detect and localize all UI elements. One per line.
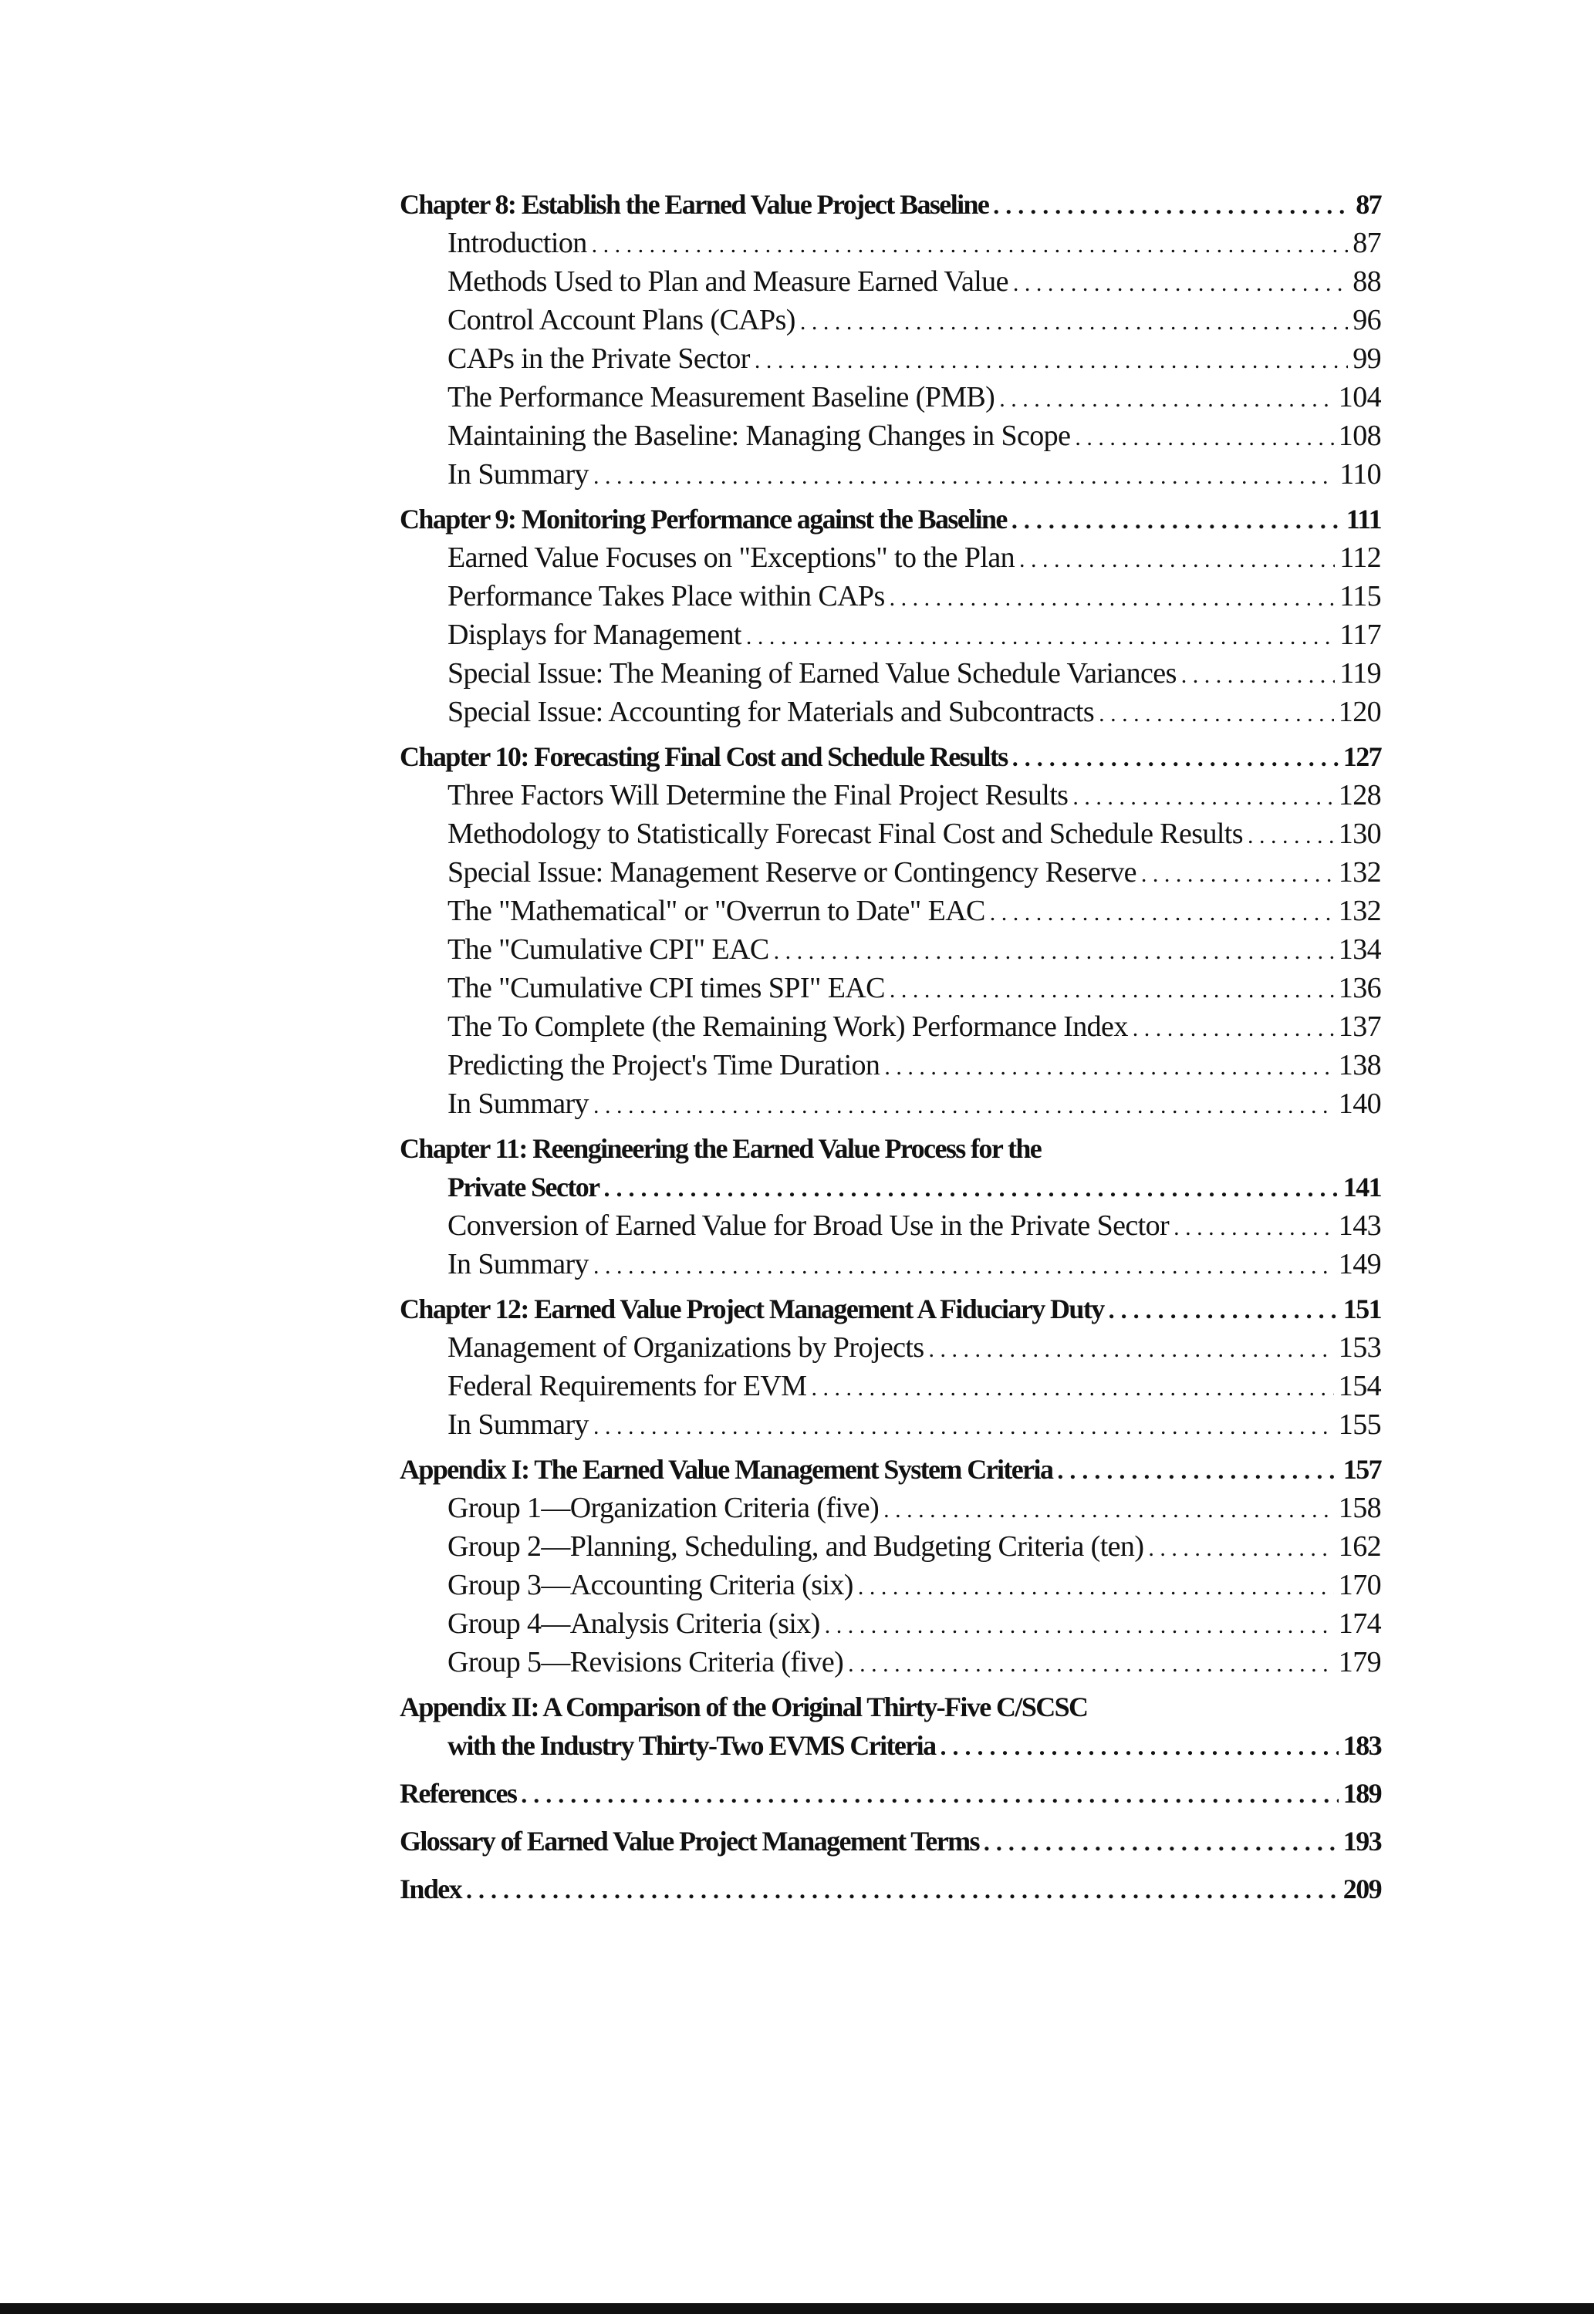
chapter-title-continued: Private Sector — [447, 1172, 599, 1202]
entry-label: Special Issue: Accounting for Materials and Subcontracts — [447, 696, 1095, 728]
dot-leader — [1099, 695, 1334, 734]
page-number: 108 — [1338, 420, 1381, 452]
toc-entry[interactable] — [400, 339, 1381, 378]
page-number: 120 — [1338, 696, 1381, 728]
page-number: 183 — [1342, 1730, 1381, 1761]
appendix-title-continued: with the Industry Thirty-Two EVMS Criteria — [447, 1730, 936, 1761]
page-number: 99 — [1353, 342, 1381, 375]
page-number: 112 — [1339, 541, 1381, 574]
dot-leader — [1109, 1290, 1339, 1329]
entry-label: Three Factors Will Determine the Final Project Results — [447, 779, 1069, 811]
glossary-title: Glossary of Earned Value Project Management Terms — [400, 1826, 979, 1857]
toc-entry[interactable] — [400, 1084, 1381, 1123]
toc-entry[interactable] — [400, 378, 1381, 417]
entry-label: Maintaining the Baseline: Managing Changes in Scope — [447, 420, 1071, 452]
page-number: 137 — [1338, 1010, 1381, 1043]
toc-entry[interactable] — [400, 1245, 1381, 1283]
toc-chapter-9[interactable] — [400, 500, 1381, 538]
dot-leader — [755, 342, 1348, 380]
page-number: 193 — [1342, 1826, 1381, 1857]
dot-leader — [1019, 541, 1335, 579]
toc-entry[interactable] — [400, 1328, 1381, 1367]
dot-leader — [1174, 1209, 1334, 1247]
toc-chapter-8[interactable] — [400, 185, 1381, 224]
page-number: 104 — [1338, 381, 1381, 413]
toc-entry[interactable] — [400, 853, 1381, 892]
entry-label: Introduction — [447, 227, 587, 259]
page-number: 174 — [1338, 1607, 1381, 1640]
toc-entry[interactable] — [400, 262, 1381, 301]
references-title: References — [400, 1778, 517, 1809]
dot-leader — [993, 186, 1351, 224]
entry-label: Group 2—Planning, Scheduling, and Budgeting Criteria (ten) — [447, 1530, 1144, 1563]
toc-entry[interactable] — [400, 776, 1381, 815]
page-number: 151 — [1342, 1294, 1381, 1324]
page-number: 189 — [1342, 1778, 1381, 1809]
toc-entry[interactable] — [400, 417, 1381, 455]
toc-entry[interactable] — [400, 1007, 1381, 1046]
entry-label: In Summary — [447, 1408, 589, 1441]
dot-leader — [746, 618, 1335, 656]
toc-appendix-1[interactable] — [400, 1450, 1381, 1489]
dot-leader — [890, 579, 1336, 618]
entry-label: Group 1—Organization Criteria (five) — [447, 1492, 880, 1524]
toc-entry[interactable] — [400, 1566, 1381, 1604]
page-number: 119 — [1339, 657, 1381, 690]
chapter-title: Chapter 10: Forecasting Final Cost and Schedule Results — [400, 741, 1008, 772]
dot-leader — [999, 380, 1334, 419]
page-number: 87 — [1356, 189, 1381, 220]
chapter-title: Chapter 8: Establish the Earned Value Project Baseline — [400, 189, 989, 220]
dot-leader — [593, 1247, 1334, 1286]
appendix-title: Appendix II: A Comparison of the Original Thirty-Five C/SCSC — [400, 1692, 1088, 1722]
entry-label: Displays for Management — [447, 619, 741, 651]
page-number: 162 — [1338, 1530, 1381, 1563]
toc-appendix-2-continued[interactable] — [400, 1726, 1381, 1765]
page-number: 179 — [1338, 1646, 1381, 1678]
index-title: Index — [400, 1874, 462, 1904]
page-number: 136 — [1338, 972, 1381, 1004]
entry-label: The "Mathematical" or "Overrun to Date" EAC — [447, 895, 985, 927]
dot-leader — [890, 971, 1334, 1010]
page-number: 115 — [1339, 580, 1381, 612]
toc-entry[interactable] — [400, 455, 1381, 494]
dot-leader — [800, 303, 1348, 342]
toc-entry[interactable] — [400, 577, 1381, 616]
toc-entry[interactable] — [400, 930, 1381, 969]
dot-leader — [883, 1491, 1334, 1530]
entry-label: Performance Takes Place within CAPs — [447, 580, 885, 612]
page-number: 132 — [1338, 856, 1381, 889]
appendix-title: Appendix I: The Earned Value Management System Criteria — [400, 1454, 1053, 1485]
toc-entry[interactable] — [400, 1046, 1381, 1084]
toc-entry[interactable] — [400, 969, 1381, 1007]
dot-leader — [521, 1775, 1339, 1813]
page-number: 149 — [1338, 1248, 1381, 1280]
toc-chapter-11-continued[interactable] — [400, 1168, 1381, 1206]
dot-leader — [929, 1331, 1334, 1369]
toc-glossary[interactable] — [400, 1822, 1381, 1860]
entry-label: Predicting the Project's Time Duration — [447, 1049, 880, 1081]
toc-entry[interactable] — [400, 1405, 1381, 1444]
entry-label: Special Issue: Management Reserve or Contingency Reserve — [447, 856, 1136, 889]
page-number: 132 — [1338, 895, 1381, 927]
toc-entry[interactable] — [400, 616, 1381, 654]
page-number: 127 — [1342, 741, 1381, 772]
page-number: 153 — [1338, 1331, 1381, 1364]
page-number: 88 — [1353, 265, 1381, 298]
page-number: 140 — [1338, 1088, 1381, 1120]
toc-entry[interactable] — [400, 892, 1381, 930]
entry-label: Group 5—Revisions Criteria (five) — [447, 1646, 844, 1678]
entry-label: In Summary — [447, 1088, 589, 1120]
dot-leader — [940, 1727, 1338, 1766]
entry-label: In Summary — [447, 458, 589, 491]
entry-label: Earned Value Focuses on "Exceptions" to the Plan — [447, 541, 1015, 574]
page-number: 155 — [1338, 1408, 1381, 1441]
page-number: 157 — [1342, 1454, 1381, 1485]
toc-entry[interactable] — [400, 301, 1381, 339]
toc-entry[interactable] — [400, 1604, 1381, 1643]
dot-leader — [1181, 656, 1335, 695]
toc-index[interactable] — [400, 1870, 1381, 1908]
dot-leader — [1148, 1530, 1333, 1568]
dot-leader — [1012, 738, 1339, 777]
page-number: 154 — [1338, 1370, 1381, 1402]
entry-label: Federal Requirements for EVM — [447, 1370, 807, 1402]
dot-leader — [592, 226, 1349, 265]
entry-label: Group 3—Accounting Criteria (six) — [447, 1569, 853, 1601]
chapter-title: Chapter 11: Reengineering the Earned Value Process for the — [400, 1133, 1042, 1164]
page-number: 117 — [1339, 619, 1381, 651]
page-number: 141 — [1342, 1172, 1381, 1202]
page-number: 158 — [1338, 1492, 1381, 1524]
dot-leader — [603, 1169, 1338, 1207]
dot-leader — [593, 1087, 1334, 1125]
scan-edge-bar — [0, 2303, 1594, 2314]
toc-appendix-2[interactable] — [400, 1688, 1381, 1726]
entry-label: Methods Used to Plan and Measure Earned Value — [447, 265, 1008, 298]
toc-entry[interactable] — [400, 1206, 1381, 1245]
dot-leader — [1013, 265, 1348, 303]
entry-label: Special Issue: The Meaning of Earned Value Schedule Variances — [447, 657, 1177, 690]
dot-leader — [593, 1408, 1334, 1446]
dot-leader — [825, 1607, 1334, 1645]
toc-entry[interactable] — [400, 693, 1381, 731]
page-number: 111 — [1346, 504, 1381, 535]
dot-leader — [774, 933, 1334, 971]
entry-label: Management of Organizations by Projects — [447, 1331, 924, 1364]
dot-leader — [1075, 419, 1333, 457]
entry-label: The Performance Measurement Baseline (PMB) — [447, 381, 995, 413]
page-number: 128 — [1338, 779, 1381, 811]
page-number: 143 — [1338, 1209, 1381, 1242]
toc-entry[interactable] — [400, 538, 1381, 577]
dot-leader — [884, 1048, 1333, 1087]
page-number: 96 — [1353, 304, 1381, 336]
toc-chapter-11[interactable] — [400, 1129, 1381, 1168]
toc-entry[interactable] — [400, 224, 1381, 262]
toc-references[interactable] — [400, 1774, 1381, 1813]
page-number: 209 — [1342, 1874, 1381, 1904]
table-of-contents — [400, 185, 1381, 1908]
dot-leader — [858, 1568, 1334, 1607]
toc-entry[interactable] — [400, 1643, 1381, 1681]
entry-label: CAPs in the Private Sector — [447, 342, 750, 375]
toc-chapter-10[interactable] — [400, 737, 1381, 776]
dot-leader — [1011, 501, 1342, 539]
toc-entry[interactable] — [400, 1367, 1381, 1405]
page-number: 170 — [1338, 1569, 1381, 1601]
entry-label: Conversion of Earned Value for Broad Use in the Private Sector — [447, 1209, 1170, 1242]
toc-entry[interactable] — [400, 654, 1381, 693]
dot-leader — [1248, 817, 1334, 855]
entry-label: Methodology to Statistically Forecast Final Cost and Schedule Results — [447, 818, 1243, 850]
toc-entry[interactable] — [400, 1489, 1381, 1527]
toc-chapter-12[interactable] — [400, 1290, 1381, 1328]
toc-entry[interactable] — [400, 1527, 1381, 1566]
dot-leader — [1072, 778, 1333, 817]
dot-leader — [466, 1870, 1339, 1909]
page-number: 130 — [1338, 818, 1381, 850]
toc-entry[interactable] — [400, 815, 1381, 853]
dot-leader — [811, 1369, 1333, 1408]
dot-leader — [984, 1823, 1339, 1861]
page-number: 87 — [1353, 227, 1381, 259]
dot-leader — [593, 457, 1335, 496]
entry-label: The "Cumulative CPI times SPI" EAC — [447, 972, 885, 1004]
entry-label: The "Cumulative CPI" EAC — [447, 933, 769, 966]
dot-leader — [1057, 1451, 1338, 1489]
entry-label: Control Account Plans (CAPs) — [447, 304, 795, 336]
dot-leader — [1141, 855, 1334, 894]
chapter-title: Chapter 12: Earned Value Project Management A Fiduciary Duty — [400, 1294, 1104, 1324]
page-number: 110 — [1339, 458, 1381, 491]
entry-label: Group 4—Analysis Criteria (six) — [447, 1607, 820, 1640]
dot-leader — [848, 1645, 1334, 1684]
entry-label: The To Complete (the Remaining Work) Performance Index — [447, 1010, 1128, 1043]
page-number: 134 — [1338, 933, 1381, 966]
page-number: 138 — [1338, 1049, 1381, 1081]
chapter-title: Chapter 9: Monitoring Performance against the Baseline — [400, 504, 1007, 535]
dot-leader — [1133, 1010, 1334, 1048]
dot-leader — [990, 894, 1334, 933]
entry-label: In Summary — [447, 1248, 589, 1280]
